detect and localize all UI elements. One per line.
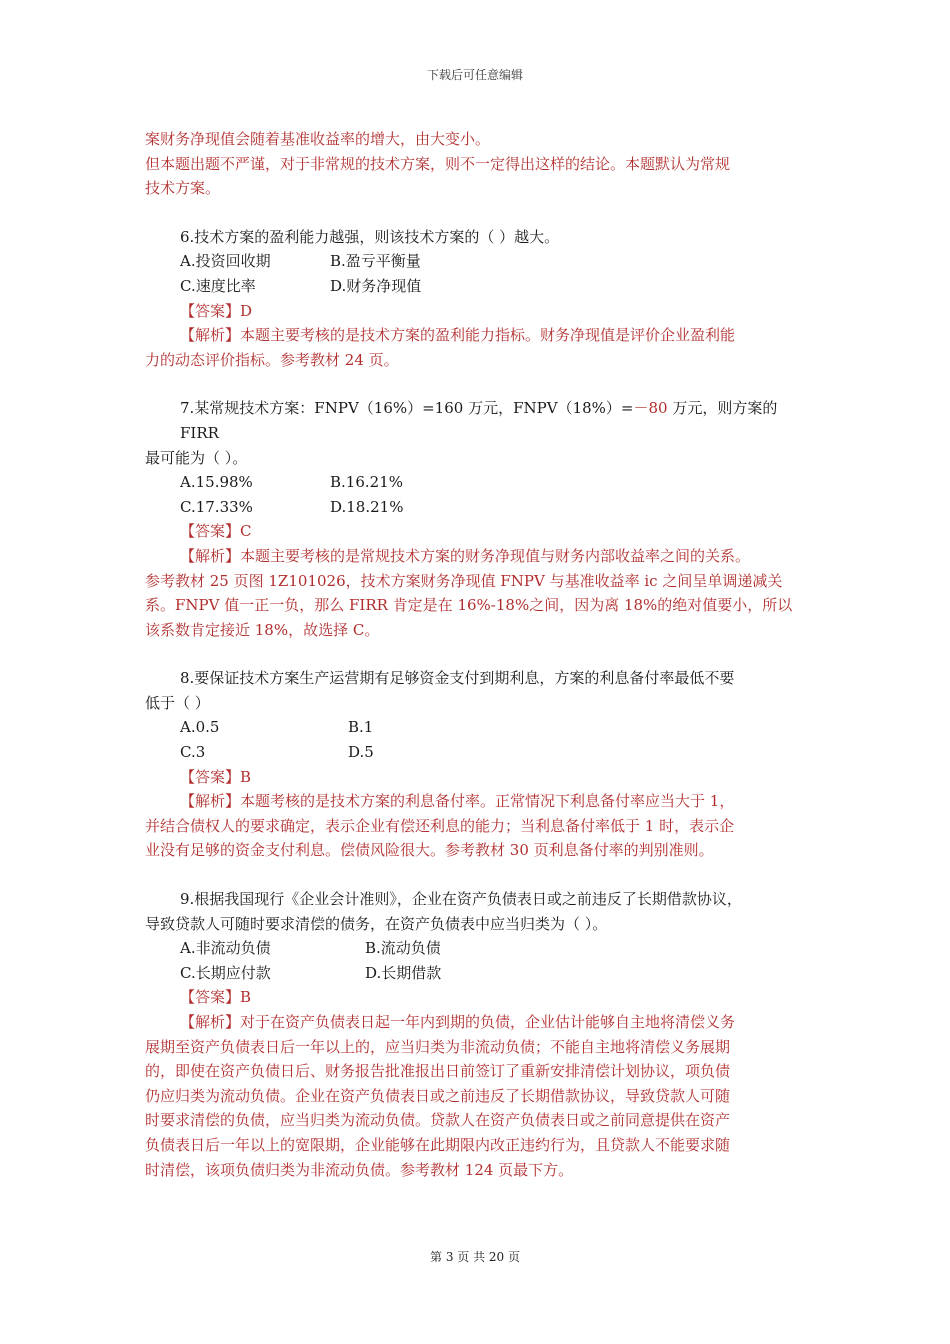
q9-explanation-3: 的，即使在资产负债日后、财务报告批准报出日前签订了重新安排清偿计划协议，项负债: [145, 1062, 731, 1081]
q8-option-b: B.1: [348, 718, 374, 737]
q6-explanation-1: 【解析】本题主要考核的是技术方案的盈利能力指标。财务净现值是评价企业盈利能: [180, 326, 736, 345]
q8-answer: 【答案】B: [180, 767, 252, 786]
q9-option-a: A.非流动负债: [180, 939, 271, 958]
q7-option-d: D.18.21%: [330, 497, 404, 516]
q8-option-c: C.3: [180, 743, 206, 762]
q6-option-b: B.盈亏平衡量: [330, 252, 421, 271]
q7-answer: 【答案】C: [180, 522, 252, 541]
q9-option-d: D.长期借款: [365, 963, 442, 982]
intro-line-1: 案财务净现值会随着基准收益率的增大，由大变小。: [145, 130, 491, 148]
q6-options-row-1: [145, 249, 810, 274]
q9-explanation-2: 展期至资产负债表日后一年以上的，应当归类为非流动负债；不能自主地将清偿义务展期: [145, 1037, 731, 1056]
q6-explanation-2: 力的动态评价指标。参考教材 24 页。: [145, 350, 399, 369]
intro-line-2: 但本题出题不严谨，对于非常规的技术方案，则不一定得出这样的结论。本题默认为常规: [145, 154, 731, 173]
q8-options-row-2: [145, 740, 810, 765]
page-footer: 第 3 页 共 20 页: [430, 1250, 520, 1264]
q7-explanation-2: 参考教材 25 页图 1Z101026，技术方案财务净现值 FNPV 与基准收益率 ic 之间呈单调递减关: [145, 571, 783, 590]
q8-explanation-2: 并结合债权人的要求确定，表示企业有偿还利息的能力；当利息备付率低于 1 时，表示企: [145, 816, 735, 835]
document-body: [145, 127, 810, 1182]
q8-question-line-1: 8.要保证技术方案生产运营期有足够资金支付到期利息，方案的利息备付率最低不要: [180, 669, 735, 688]
q7-explanation-3: 系。FNPV 值一正一负，那么 FIRR 肯定是在 16%-18%之间，因为离 18%的绝对值要小，所以: [145, 596, 793, 615]
q7-explanation-4: 该系数肯定接近 18%，故选择 C。: [145, 620, 380, 639]
q7-option-a: A.15.98%: [180, 473, 253, 492]
q6-option-d: D.财务净现值: [330, 276, 422, 295]
q8-option-a: A.0.5: [180, 718, 220, 737]
q6-answer: 【答案】D: [180, 301, 253, 320]
q9-answer: 【答案】B: [180, 988, 252, 1007]
q7-option-c: C.17.33%: [180, 497, 253, 516]
q9-options-row-2: [145, 961, 810, 986]
q8-explanation-1: 【解析】本题考核的是技术方案的利息备付率。正常情况下利息备付率应当大于 1，: [180, 792, 735, 811]
q8-question-line-2: 低于（ ）: [145, 693, 210, 712]
q7-question-line-1: [145, 396, 810, 445]
q6-option-c: C.速度比率: [180, 276, 256, 295]
q9-question-line-1: 9.根据我国现行《企业会计准则》，企业在资产负债表日或之前违反了长期借款协议，: [180, 890, 742, 909]
q9-explanation-4: 仍应归类为流动负债。企业在资产负债表日或之前违反了长期借款协议，导致贷款人可随: [145, 1086, 731, 1105]
q7-question-text-b: 万元，则方案的 FIRR: [180, 399, 778, 442]
intro-line-3: 技术方案。: [145, 179, 221, 198]
q8-explanation-3: 业没有足够的资金支付利息。偿债风险很大。参考教材 30 页利息备付率的判别准则。: [145, 841, 714, 860]
q8-options-row-1: [145, 715, 810, 740]
q7-question-text-a: 7.某常规技术方案：FNPV（16%）=160 万元，FNPV（18%）=: [180, 399, 634, 418]
q9-option-b: B.流动负债: [365, 939, 441, 958]
q8-option-d: D.5: [348, 743, 374, 762]
q7-explanation-1: 【解析】本题主要考核的是常规技术方案的财务净现值与财务内部收益率之间的关系。: [180, 546, 751, 565]
q9-explanation-7: 时清偿，该项负债归类为非流动负债。参考教材 124 页最下方。: [145, 1160, 574, 1179]
q6-question: 6.技术方案的盈利能力越强，则该技术方案的（ ）越大。: [180, 227, 560, 246]
q6-options-row-2: [145, 274, 810, 299]
q9-explanation-1: 【解析】对于在资产负债表日起一年内到期的负债，企业估计能够自主地将清偿义务: [180, 1013, 736, 1031]
q7-options-row-2: [145, 495, 810, 520]
q9-option-c: C.长期应付款: [180, 963, 271, 982]
page-header: 下载后可任意编辑: [426, 68, 523, 82]
q9-explanation-5: 时要求清偿的负债，应当归类为流动负债。贷款人在资产负债表日或之前同意提供在资产: [145, 1111, 731, 1130]
q9-question-line-2: 导致贷款人可随时要求清偿的债务，在资产负债表中应当归类为（ ）。: [145, 914, 608, 933]
q7-question-line-2: 最可能为（ ）。: [145, 448, 248, 467]
q6-option-a: A.投资回收期: [180, 252, 271, 271]
q7-negative-value: －80: [633, 399, 668, 418]
q9-options-row-1: [145, 936, 810, 961]
q7-option-b: B.16.21%: [330, 473, 403, 492]
q7-options-row-1: [145, 470, 810, 495]
q9-explanation-6: 负债表日后一年以上的宽限期，企业能够在此期限内改正违约行为，且贷款人不能要求随: [145, 1135, 731, 1154]
